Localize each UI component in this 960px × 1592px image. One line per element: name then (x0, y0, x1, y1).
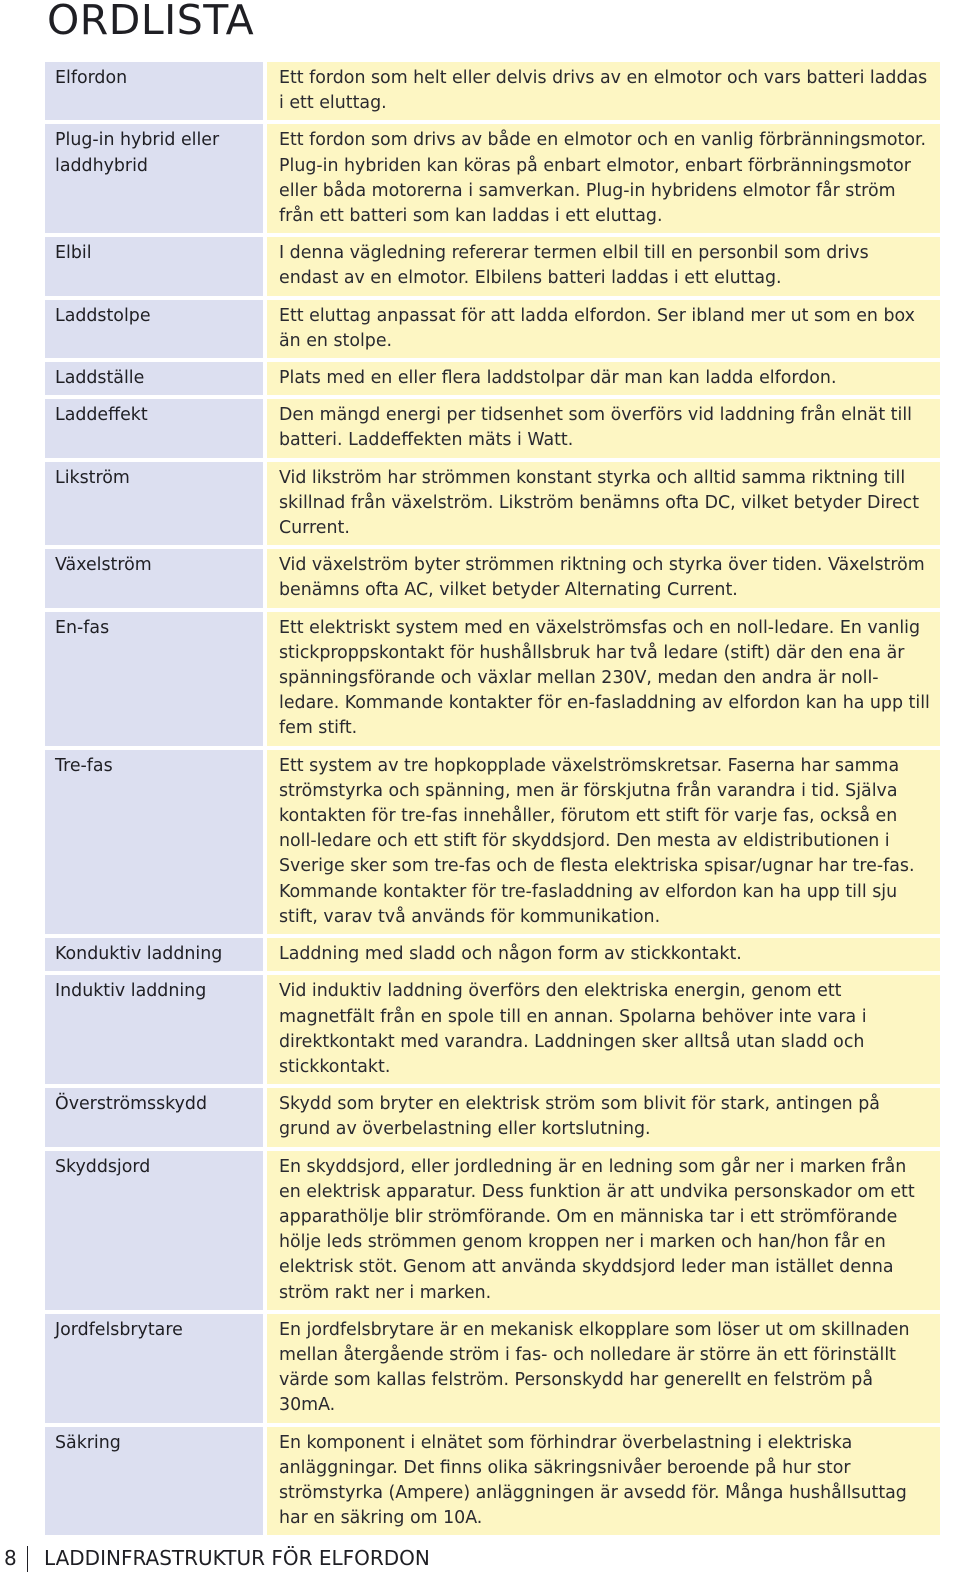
glossary-definition: Vid induktiv laddning överförs den elektriska energin, genom ett magnetfält från en spole till en annan. Spolarna behöver inte vara i direktkontakt med varandra. Laddningen sker alltså utan sladd och stickkontakt. (267, 975, 940, 1084)
glossary-definition: En skyddsjord, eller jordledning är en ledning som går ner i marken från en elektrisk apparatur. Dess funktion är att undvika personskador om ett apparathölje blir strömförande. Om en människa tar i ett strömförande hölje leds strömmen genom kroppen ner i marken och han/hon får en elektrisk stöt. Genom att använda skyddsjord leder man istället denna ström rakt ner i marken. (267, 1151, 940, 1310)
glossary-definition: Vid likström har strömmen konstant styrka och alltid samma riktning till skillnad från växelström. Likström benämns ofta DC, vilket betyder Direct Current. (267, 462, 940, 546)
glossary-row (45, 399, 940, 457)
glossary-definition: I denna vägledning refererar termen elbil till en personbil som drivs endast av en elmotor. Elbilens batteri laddas i ett eluttag. (267, 237, 940, 295)
glossary-definition: Plats med en eller flera laddstolpar där man kan ladda elfordon. (267, 362, 940, 395)
glossary-definition: Ett eluttag anpassat för att ladda elfordon. Ser ibland mer ut som en box än en stolpe. (267, 300, 940, 358)
glossary-definition: Laddning med sladd och någon form av stickkontakt. (267, 938, 940, 971)
glossary-row (45, 362, 940, 395)
glossary-row (45, 975, 940, 1084)
glossary-term: Överströmsskydd (45, 1088, 267, 1146)
glossary-row (45, 549, 940, 607)
glossary-definition: Den mängd energi per tidsenhet som överförs vid laddning från elnät till batteri. Laddeffekten mäts i Watt. (267, 399, 940, 457)
glossary-row (45, 300, 940, 358)
glossary-term: Laddeffekt (45, 399, 267, 457)
glossary-row (45, 612, 940, 746)
glossary-term: Säkring (45, 1427, 267, 1536)
glossary-row (45, 462, 940, 546)
glossary-term: Jordfelsbrytare (45, 1314, 267, 1423)
glossary-term: Skyddsjord (45, 1151, 267, 1310)
glossary-term: Elbil (45, 237, 267, 295)
glossary-row (45, 1427, 940, 1536)
glossary-definition: Ett system av tre hopkopplade växelströmskretsar. Faserna har samma strömstyrka och spänning, men är förskjutna från varandra i tid. Själva kontakten för tre-fas innehåller, förutom ett stift för varje fas, också en noll-ledare och ett stift för skyddsjord. Den mesta av eldistributionen i Sverige sker som tre-fas och de flesta elektriska spisar/ugnar har tre-fas. Kommande kontakter för tre-fasladdning av elfordon kan ha upp till sju stift, varav två används för kommunikation. (267, 750, 940, 934)
glossary-term: Växelström (45, 549, 267, 607)
glossary-row (45, 237, 940, 295)
page-footer (0, 1546, 960, 1576)
glossary-definition: En jordfelsbrytare är en mekanisk elkopplare som löser ut om skillnaden mellan återgående ström i fas- och nolledare är större än ett förinställt värde som kallas felström. Personskydd har generellt en felström på 30mA. (267, 1314, 940, 1423)
glossary-definition: Skydd som bryter en elektrisk ström som blivit för stark, antingen på grund av överbelastning eller kortslutning. (267, 1088, 940, 1146)
glossary-row (45, 124, 940, 233)
glossary-term: Plug-in hybrid eller laddhybrid (45, 124, 267, 233)
glossary-term: Elfordon (45, 62, 267, 120)
glossary-term: Konduktiv laddning (45, 938, 267, 971)
glossary-definition: En komponent i elnätet som förhindrar överbelastning i elektriska anläggningar. Det finns olika säkringsnivåer beroende på hur stor strömstyrka (Ampere) anläggningen är avsedd för. Många hushållsuttag har en säkring om 10A. (267, 1427, 940, 1536)
glossary-term: Likström (45, 462, 267, 546)
glossary-definition: Vid växelström byter strömmen riktning och styrka över tiden. Växelström benämns ofta AC, vilket betyder Alternating Current. (267, 549, 940, 607)
glossary-table (45, 58, 940, 1539)
glossary-definition: Ett fordon som helt eller delvis drivs av en elmotor och vars batteri laddas i ett eluttag. (267, 62, 940, 120)
glossary-definition: Ett elektriskt system med en växelströmsfas och en noll-ledare. En vanlig stickproppskontakt för hushållsbruk har två ledare (stift) där den ena är spänningsförande och växlar mellan 230V, medan den andra är noll-ledare. Kommande kontakter för en-fasladdning av elfordon kan ha upp till fem stift. (267, 612, 940, 746)
glossary-row (45, 62, 940, 120)
page-number: 8 (4, 1546, 17, 1570)
glossary-term: Tre-fas (45, 750, 267, 934)
glossary-term: Induktiv laddning (45, 975, 267, 1084)
glossary-row (45, 1151, 940, 1310)
glossary-row (45, 750, 940, 934)
glossary-row (45, 938, 940, 971)
glossary-row (45, 1088, 940, 1146)
glossary-row (45, 1314, 940, 1423)
footer-document-title: LADDINFRASTRUKTUR FÖR ELFORDON (44, 1546, 430, 1570)
page-title: ORDLISTA (47, 0, 255, 44)
glossary-term: Laddstolpe (45, 300, 267, 358)
glossary-term: En-fas (45, 612, 267, 746)
glossary-term: Laddställe (45, 362, 267, 395)
glossary-definition: Ett fordon som drivs av både en elmotor och en vanlig förbränningsmotor. Plug-in hybriden kan köras på enbart elmotor, enbart förbränningsmotor eller båda motorerna i samverkan. Plug-in hybridens elmotor får ström från ett batteri som kan laddas i ett eluttag. (267, 124, 940, 233)
footer-divider (27, 1546, 28, 1572)
